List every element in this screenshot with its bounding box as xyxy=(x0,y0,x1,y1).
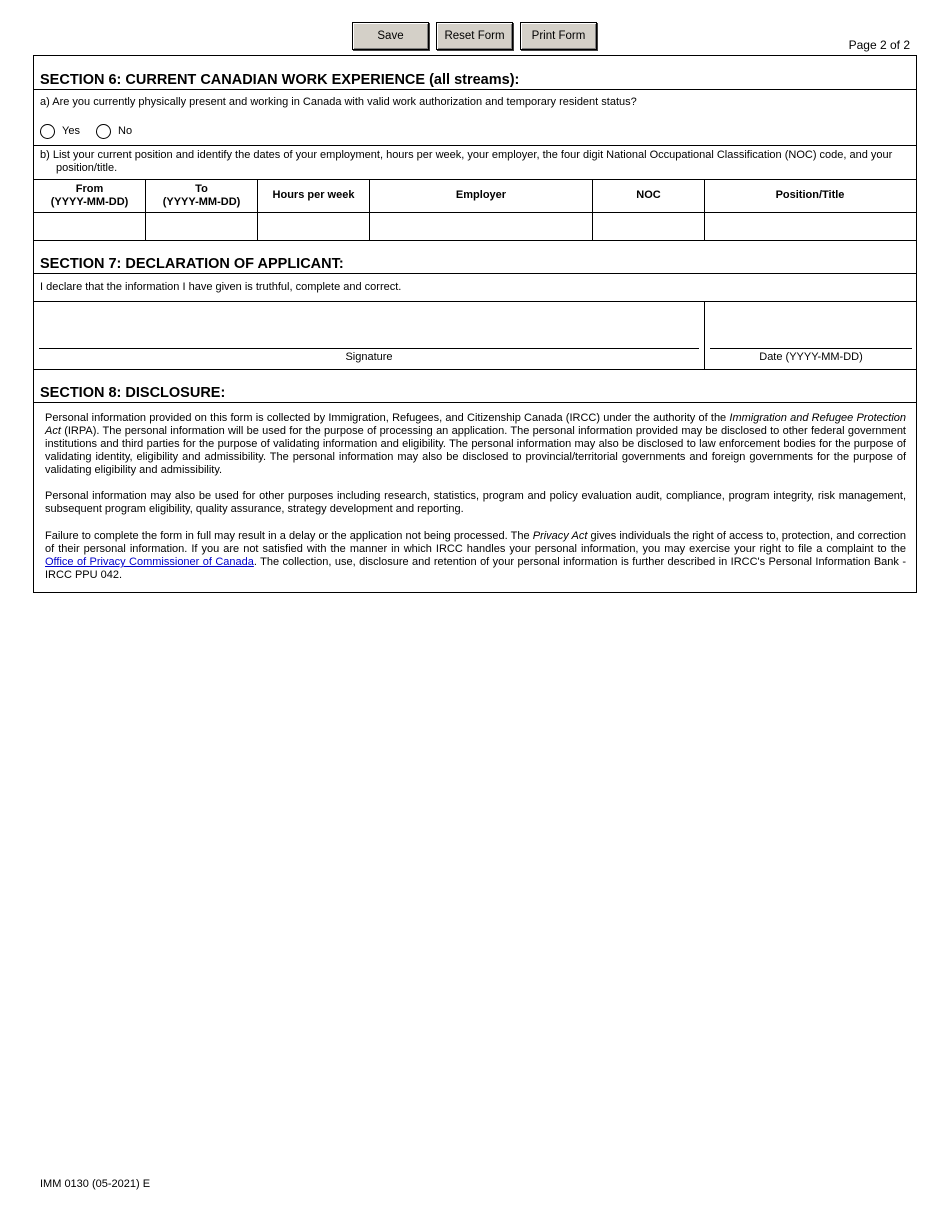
divider xyxy=(34,89,916,90)
act-name: Immigration and Refugee Protection Act xyxy=(45,412,906,437)
text: gives individuals the right of access to, protection, and correction of their personal information. If you are not satisfied with the manner in which IRCC handles your personal information, you may exercise your right to file a complaint to the xyxy=(45,530,906,555)
privacy-commissioner-link[interactable]: Office of Privacy Commissioner of Canada xyxy=(45,556,254,568)
header-text: (YYYY-MM-DD) xyxy=(50,195,129,208)
form-toolbar xyxy=(352,22,597,50)
header-text: From xyxy=(75,182,104,195)
divider xyxy=(34,402,916,403)
noc-input[interactable] xyxy=(593,212,705,240)
position-title-input[interactable] xyxy=(705,212,915,240)
disclosure-paragraph-1 xyxy=(45,412,906,477)
print-form-button[interactable]: Print Form xyxy=(520,22,597,50)
signature-label: Signature xyxy=(345,351,393,363)
form-code: IMM 0130 (05-2021) E xyxy=(40,1178,151,1190)
to-date-input[interactable] xyxy=(146,212,258,240)
col-header-from xyxy=(34,179,146,212)
divider xyxy=(34,273,916,274)
divider xyxy=(34,369,916,370)
text: Failure to complete the form in full may result in a delay or the application not being processed. The xyxy=(45,530,533,542)
employer-input[interactable] xyxy=(370,212,593,240)
divider xyxy=(34,240,916,241)
hours-per-week-input[interactable] xyxy=(258,212,370,240)
section-7-title: SECTION 7: DECLARATION OF APPLICANT: xyxy=(40,256,344,272)
col-header-position: Position/Title xyxy=(775,189,845,201)
date-label: Date (YYYY-MM-DD) xyxy=(759,351,863,363)
save-button[interactable]: Save xyxy=(352,22,429,50)
no-radio[interactable] xyxy=(96,124,111,139)
signature-line xyxy=(39,348,699,349)
date-line xyxy=(710,348,912,349)
question-b-cont: position/title. xyxy=(56,162,118,174)
col-header-to xyxy=(146,179,258,212)
no-label: No xyxy=(118,125,133,137)
text: (IRPA). The personal information will be used for the purpose of processing an application. The personal information provided may be disclosed to other federal government institutions and third parties for the purpose of validating information and eligibility. The personal information may also be disclosed to law enforcement bodies for the purpose of validating identity, eligibility and admissibility. The personal information may also be disclosed to provincial/territorial governments and foreign governments for the purpose of validating eligibility and admissibility. xyxy=(45,425,906,476)
yes-label: Yes xyxy=(62,125,80,137)
form-page xyxy=(33,55,917,593)
section-8-title: SECTION 8: DISCLOSURE: xyxy=(40,385,226,401)
declaration-statement: I declare that the information I have given is truthful, complete and correct. xyxy=(40,281,402,293)
disclosure-paragraph-3 xyxy=(45,530,906,582)
col-header-employer: Employer xyxy=(370,179,593,212)
text: Personal information provided on this form is collected by Immigration, Refugees, and Citizenship Canada (IRCC) under the authority of the xyxy=(45,412,730,424)
col-header-hours: Hours per week xyxy=(258,179,370,212)
page-number: Page 2 of 2 xyxy=(848,38,910,52)
reset-form-button[interactable]: Reset Form xyxy=(436,22,513,50)
header-text: To xyxy=(195,182,208,195)
divider xyxy=(34,145,916,146)
question-b: b) List your current position and identify the dates of your employment, hours per week, your employer, the four digit National Occupational Classification (NOC) code, and your xyxy=(40,149,893,161)
col-header-noc: NOC xyxy=(593,179,705,212)
header-text: (YYYY-MM-DD) xyxy=(162,195,241,208)
yes-radio[interactable] xyxy=(40,124,55,139)
text: . The collection, use, disclosure and retention of your personal information is further described in IRCC's Personal Information Bank - IRCC PPU 042. xyxy=(45,556,906,581)
from-date-input[interactable] xyxy=(34,212,146,240)
disclosure-paragraph-2: Personal information may also be used for other purposes including research, statistics, program and policy evaluation audit, compliance, program integrity, risk management, subsequent program eligibility, quality assurance, strategy development and reporting. xyxy=(45,490,906,515)
question-a: a) Are you currently physically present and working in Canada with valid work authorization and temporary resident status? xyxy=(40,96,637,108)
section-6-title: SECTION 6: CURRENT CANADIAN WORK EXPERIENCE (all streams): xyxy=(40,72,520,88)
act-name: Privacy Act xyxy=(532,530,588,542)
